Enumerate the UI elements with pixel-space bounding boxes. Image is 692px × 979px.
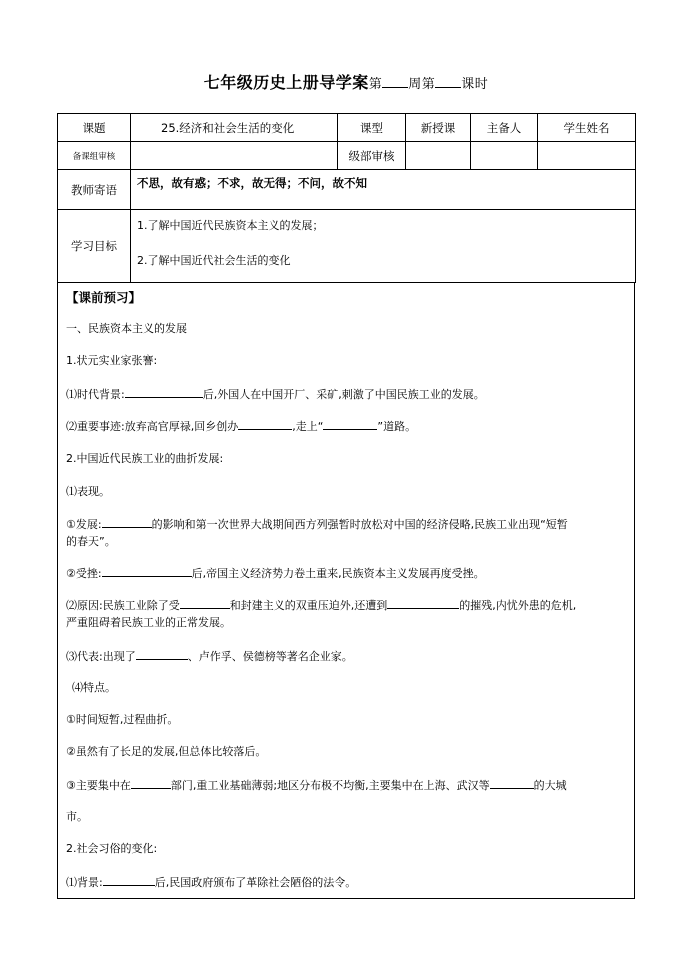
- group-review-label: 备课组审核: [58, 142, 131, 170]
- goal-1: 1.了解中国近代民族资本主义的发展；: [137, 219, 324, 232]
- week-blank[interactable]: [382, 75, 408, 88]
- list-item: ②虽然有了长足的发展,但总体比较落后。: [66, 745, 267, 758]
- list-item: ③主要集中在 部门,重工业基础薄弱;地区分布极不均衡,主要集中在上海、武汉等 的大城: [66, 776, 626, 794]
- page-title: [0, 70, 692, 93]
- answer-blank[interactable]: [238, 417, 292, 430]
- table-row-goals: [58, 210, 636, 283]
- list-item: ⑷特点。: [72, 681, 116, 694]
- empty-cell-a: [471, 142, 538, 170]
- title-suffix: 第 周第 课时: [368, 77, 489, 92]
- lesson-type-value: 新授课: [406, 114, 471, 142]
- group-review-field[interactable]: [131, 142, 338, 170]
- list-item: ①发展: 的影响和第一次世界大战期间西方列强暂时放松对中国的经济侵略,民族工业出现“短暂 的春天”。: [66, 515, 626, 550]
- preparer-label: 主备人: [471, 114, 538, 142]
- answer-blank[interactable]: [125, 385, 203, 398]
- list-item: ⑶代表:出现了 、卢作孚、侯德榜等著名企业家。: [66, 647, 626, 665]
- topic-label: 课题: [58, 114, 131, 142]
- list-item: 市。: [66, 810, 88, 823]
- topic-value: 25.经济和社会生活的变化: [131, 114, 338, 142]
- grade-review-label: 级部审核: [338, 142, 406, 170]
- answer-blank[interactable]: [131, 776, 171, 789]
- teacher-motto: 不思，故有惑；不求，故无得；不问，故不知: [131, 170, 636, 210]
- list-item: ⑵原因:民族工业除了受 和封建主义的双重压迫外,还遭到 的摧残,内忧外患的危机, 严重阻碍着民族工业的正常发展。: [66, 596, 626, 631]
- list-item: ⑵重要事迹:放弃高官厚禄,回乡创办 ,走上“ ”道路。: [66, 417, 626, 435]
- empty-cell-b: [538, 142, 636, 170]
- list-item: 2.中国近代民族工业的曲折发展:: [66, 452, 224, 465]
- list-item: ②受挫: 后,帝国主义经济势力卷土重来,民族资本主义发展再度受挫。: [66, 564, 626, 582]
- table-row-topic: [58, 114, 636, 142]
- answer-blank[interactable]: [102, 515, 152, 528]
- title-main: 七年级历史上册导学案: [203, 73, 369, 92]
- lesson-type-label: 课型: [338, 114, 406, 142]
- answer-blank[interactable]: [323, 417, 377, 430]
- lesson-info-table: [57, 113, 636, 283]
- table-row-motto: [58, 170, 636, 210]
- list-item: 2.社会习俗的变化:: [66, 842, 158, 855]
- list-item: ⑴表现。: [66, 485, 110, 498]
- list-item: ①时间短暂,过程曲折。: [66, 713, 179, 726]
- grade-review-field[interactable]: [406, 142, 471, 170]
- lesson-blank[interactable]: [435, 75, 461, 88]
- answer-blank[interactable]: [490, 776, 534, 789]
- student-name-label: 学生姓名: [538, 114, 636, 142]
- answer-blank[interactable]: [136, 647, 188, 660]
- preview-section: [57, 282, 635, 899]
- answer-blank[interactable]: [103, 873, 155, 886]
- section-heading: 一、民族资本主义的发展: [66, 322, 187, 335]
- answer-blank[interactable]: [180, 596, 230, 609]
- table-row-review: [58, 142, 636, 170]
- list-item: ⑴时代背景: 后,外国人在中国开厂、采矿,刺激了中国民族工业的发展。: [66, 385, 626, 403]
- goal-2: 2.了解中国近代社会生活的变化: [137, 254, 291, 267]
- motto-label: 教师寄语: [58, 170, 131, 210]
- answer-blank[interactable]: [102, 564, 192, 577]
- answer-blank[interactable]: [387, 596, 459, 609]
- goals-label: 学习目标: [58, 210, 131, 283]
- list-item: ⑴背景: 后,民国政府颁布了革除社会陋俗的法令。: [66, 873, 626, 891]
- learning-goals: [131, 210, 636, 283]
- list-item: 1.状元实业家张謇:: [66, 354, 158, 367]
- preview-heading: 【课前预习】: [66, 290, 142, 305]
